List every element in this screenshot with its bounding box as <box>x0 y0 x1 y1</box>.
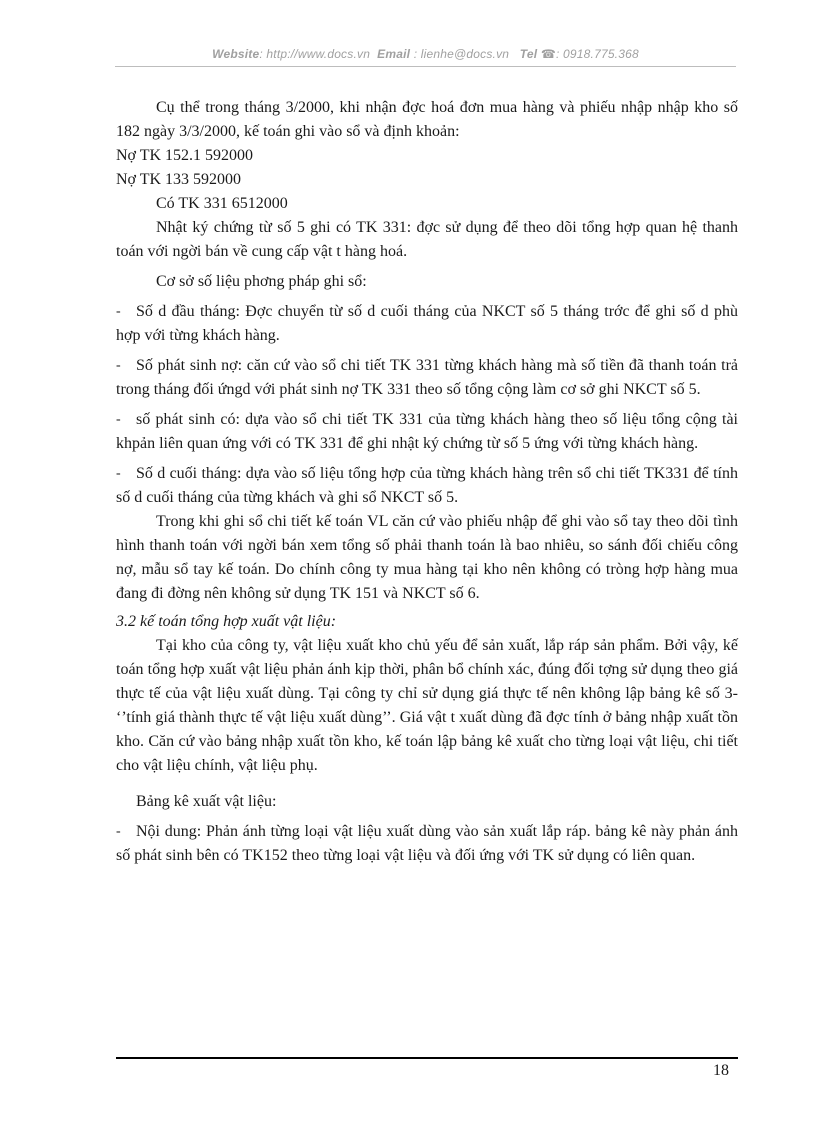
header-divider <box>115 66 736 67</box>
list-item-text: số phát sinh có: dựa vào sổ chi tiết TK 331 của từng khách hàng theo số liệu tổng cộng tài khpản liên quan ứng với có TK 331 để ghi nhật ký chứng từ số 5 ứng với từng khách hàng. <box>116 411 738 452</box>
list-item <box>116 820 738 868</box>
website-value: : http://www.docs.vn <box>259 47 371 61</box>
list-item <box>116 462 738 510</box>
tel-value: : 0918.775.368 <box>555 47 639 61</box>
journal-entry-2: Nợ TK 133 592000 <box>116 171 242 188</box>
section-heading: 3.2 kế toán tổng hợp xuất vật liệu: <box>116 613 337 630</box>
list-item-text: Số d cuối tháng: dựa vào số liệu tổng hợp của từng khách hàng trên sổ chi tiết TK331 để tính số d cuối tháng của từng khách và ghi sổ NKCT số 5. <box>116 465 738 506</box>
journal-entry-1: Nợ TK 152.1 592000 <box>116 147 254 164</box>
phone-icon: ☎ <box>540 47 556 61</box>
list-item-text: Số phát sinh nợ: căn cứ vào sổ chi tiết TK 331 từng khách hàng mà số tiền đã thanh toán trả trong tháng đối ứngd với phát sinh nợ TK 331 theo số tổng cộng làm cơ sở ghi NKCT số 5. <box>116 357 738 398</box>
footer-divider <box>116 1057 738 1059</box>
list-item <box>116 300 738 348</box>
bullet-marker: - <box>116 358 121 373</box>
page-header <box>115 47 736 61</box>
paragraph-1: Cụ thể trong tháng 3/2000, khi nhận đợc hoá đơn mua hàng và phiếu nhập nhập kho số 182 ngày 3/3/2000, kế toán ghi vào sổ và định khoản: <box>116 99 738 140</box>
page-body <box>116 96 738 868</box>
page-number: 18 <box>713 1062 729 1079</box>
list-item <box>116 354 738 402</box>
paragraph-6: Bảng kê xuất vật liệu: <box>136 793 277 810</box>
email-value: : lienhe@docs.vn <box>413 47 510 61</box>
tel-label: Tel <box>519 47 538 61</box>
bullet-marker: - <box>116 412 121 427</box>
website-label: Website <box>212 47 260 61</box>
list-item <box>116 408 738 456</box>
paragraph-4: Trong khi ghi sổ chi tiết kế toán VL căn cứ vào phiếu nhập để ghi vào sổ tay theo dõi tình hình thanh toán với ngời bán xem tổng số phải thanh toán là bao nhiêu, so sánh đối chiếu công nợ, mẫu sổ tay kế toán. Do chính công ty mua hàng tại kho nên không có tròng hợp hàng mua đang đi đờng nên không sử dụng TK 151 và NKCT số 6. <box>116 513 738 602</box>
paragraph-3: Cơ sở số liệu phơng pháp ghi sổ: <box>156 273 367 290</box>
paragraph-5: Tại kho của công ty, vật liệu xuất kho chủ yếu để sản xuất, lắp ráp sản phẩm. Bởi vậy, kế toán tổng hợp xuất vật liệu phản ánh kịp thời, phân bổ chính xác, đúng đối tợng sử dụng theo giá thực tế của vật liệu xuất dùng. Tại công ty chỉ sử dụng giá thực tế nên không lập bảng kê số 3- ‘’tính giá thành thực tế vật liệu xuất dùng’’. Giá vật t xuất dùng đã đợc tính ở bảng nhập xuất tồn kho. Căn cứ vào bảng nhập xuất tồn kho, kế toán lập bảng kê xuất cho từng loại vật liệu, chi tiết cho vật liệu chính, vật liệu phụ. <box>116 637 738 774</box>
list-item-text: Số d đầu tháng: Đợc chuyển từ số d cuối tháng của NKCT số 5 tháng trớc để ghi số d phù hợp với từng khách hàng. <box>116 303 738 344</box>
bullet-marker: - <box>116 304 121 319</box>
paragraph-2: Nhật ký chứng từ số 5 ghi có TK 331: đợc sử dụng để theo dõi tổng hợp quan hệ thanh toán với ngời bán về cung cấp vật t hàng hoá. <box>116 219 738 260</box>
bullet-marker: - <box>116 824 121 839</box>
bullet-marker: - <box>116 466 121 481</box>
journal-entry-3: Có TK 331 6512000 <box>156 195 288 212</box>
email-label: Email <box>377 47 411 61</box>
list-item-text: Nội dung: Phản ánh từng loại vật liệu xuất dùng vào sản xuất lắp ráp. bảng kê này phản ánh số phát sinh bên có TK152 theo từng loại vật liệu và đối ứng với TK sử dụng có liên quan. <box>116 823 738 864</box>
